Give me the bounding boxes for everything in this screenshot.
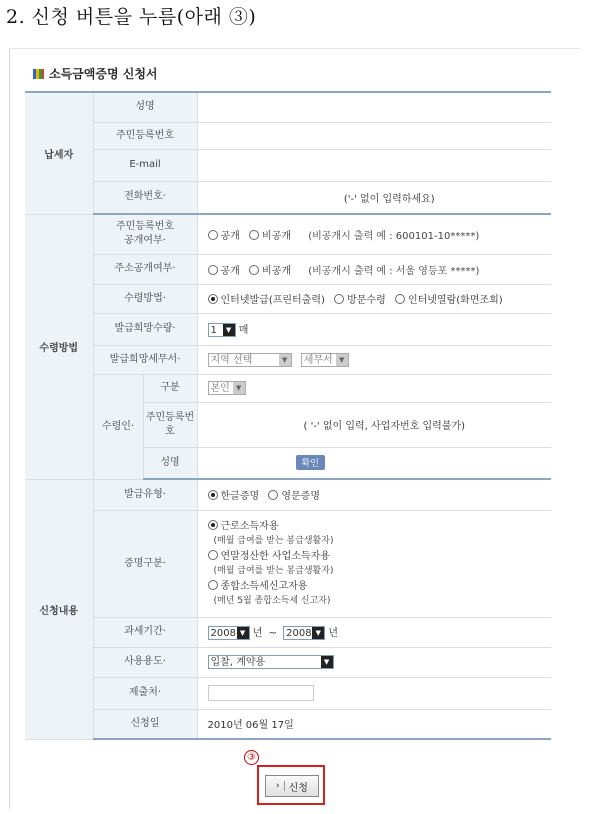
radio-icon — [208, 550, 218, 560]
addr-public-radio[interactable]: 공개 — [208, 266, 240, 277]
phone-hint: ('-' 없이 입력하세요) — [197, 181, 551, 214]
cert-business-radio[interactable]: 연말정산한 사업소득자용 — [208, 549, 552, 564]
label-tax-period: 과세기간· — [93, 617, 197, 647]
submit-to-field — [197, 677, 551, 709]
group-taxpayer: 납세자 — [25, 92, 93, 214]
cert-kind-options: 근로소득자용 (매월 급여를 받는 봉급생활자) 연말정산한 사업소득자용 (매월 급여를 받는 봉급생활자) 종합소득세신고자용 (매년 5월 종합소득세 신고자) — [197, 510, 551, 617]
receiver-rrn-hint: ( '-' 없이 입력, 사업자번호 입력불가) — [197, 402, 551, 447]
submit-to-input[interactable] — [208, 685, 314, 701]
issue-type-options — [197, 479, 551, 510]
addr-public-options: 공개 비공개 (비공개시 출력 예 : 서울 영등포 *****) — [197, 254, 551, 284]
radio-icon — [334, 294, 344, 304]
label-cert-kind: 증명구분· — [93, 510, 197, 617]
addr-nonpublic-radio[interactable]: 비공개 — [249, 266, 291, 277]
receiver-name-field — [197, 447, 551, 479]
label-rrn: 주민등록번호 — [93, 122, 197, 149]
cert-global-radio[interactable]: 종합소득세신고자용 — [208, 579, 552, 594]
value-name — [197, 92, 551, 122]
confirm-button[interactable]: 확인 — [296, 455, 325, 470]
method-view-radio[interactable]: 인터넷열람(화면조회) — [395, 295, 503, 306]
label-email: E-mail — [93, 149, 197, 181]
chevron-down-icon: ▼ — [321, 656, 333, 668]
radio-icon — [249, 230, 259, 240]
usage-select[interactable]: 입찰, 계약용 ▼ — [208, 655, 334, 669]
receiver-kind-select[interactable]: 본인 ▼ — [208, 381, 246, 395]
group-receive: 수령방법 — [25, 214, 93, 479]
quantity-field: 1 ▼ 매 — [197, 313, 551, 345]
radio-icon — [208, 230, 218, 240]
tax-office-field — [197, 345, 551, 374]
radio-icon — [395, 294, 405, 304]
tax-office-select[interactable]: 세무서 ▼ — [301, 353, 349, 367]
rrn-public-radio[interactable]: 공개 — [208, 231, 240, 242]
issue-korean-radio[interactable]: 한글증명 — [208, 491, 260, 502]
issue-english-radio[interactable]: 영문증명 — [268, 491, 320, 502]
label-usage: 사용용도· — [93, 647, 197, 677]
radio-selected-icon — [208, 520, 218, 530]
value-rrn — [197, 122, 551, 149]
radio-icon — [249, 265, 259, 275]
label-receiver-rrn: 주민등록번 호 — [143, 402, 197, 447]
chevron-right-icon: › — [276, 781, 280, 791]
radio-icon — [208, 265, 218, 275]
label-phone: 전화번호· — [93, 181, 197, 214]
receive-method-options — [197, 284, 551, 313]
label-submit-to: 제출처· — [93, 677, 197, 709]
chevron-down-icon: ▼ — [279, 354, 291, 366]
chevron-down-icon: ▼ — [233, 382, 245, 394]
label-receiver-name: 성명 — [143, 447, 197, 479]
method-internet-print-radio[interactable]: 인터넷발급(프린터출력) — [208, 295, 325, 306]
chevron-down-icon: ▼ — [312, 627, 324, 639]
label-receiver: 수령인· — [93, 374, 143, 479]
rrn-public-options: 공개 비공개 (비공개시 출력 예 : 600101-10*****) — [197, 214, 551, 254]
form-title: 소득금액증명 신청서 — [33, 65, 158, 82]
method-visit-radio[interactable]: 방문수령 — [334, 295, 386, 306]
chevron-down-icon: ▼ — [336, 354, 348, 366]
rrn-nonpublic-radio[interactable]: 비공개 — [249, 231, 291, 242]
books-icon — [33, 69, 44, 79]
tax-period-field: 2008 ▼ 년 ~ 2008 ▼ 년 — [197, 617, 551, 647]
usage-field — [197, 647, 551, 677]
step-marker: ③ — [244, 750, 259, 765]
radio-icon — [268, 490, 278, 500]
label-issue-type: 발급유형· — [93, 479, 197, 510]
label-name: 성명 — [93, 92, 197, 122]
radio-selected-icon — [208, 490, 218, 500]
group-apply: 신청내용 — [25, 479, 93, 739]
label-receive-method: 수령방법· — [93, 284, 197, 313]
apply-date-value: 2010년 06월 17일 — [197, 709, 551, 739]
quantity-select[interactable]: 1 ▼ — [208, 323, 236, 337]
chevron-down-icon: ▼ — [237, 627, 249, 639]
separator — [284, 781, 285, 791]
year-from-select[interactable]: 2008 ▼ — [208, 626, 250, 640]
radio-icon — [208, 580, 218, 590]
label-rrn-public: 주민등록번호 공개여부· — [93, 214, 197, 254]
label-apply-date: 신청일 — [93, 709, 197, 739]
chevron-down-icon: ▼ — [223, 324, 235, 336]
apply-button[interactable]: › 신청 — [265, 775, 319, 797]
instruction-heading: 2. 신청 버튼을 누름(아래 ③) — [6, 6, 257, 28]
receiver-kind-field — [197, 374, 551, 402]
label-receiver-kind: 구분 — [143, 374, 197, 402]
radio-selected-icon — [208, 294, 218, 304]
label-tax-office: 발급희망세무서· — [93, 345, 197, 374]
label-addr-public: 주소공개여부· — [93, 254, 197, 284]
value-email — [197, 149, 551, 181]
region-select[interactable]: 지역 선택 ▼ — [208, 353, 292, 367]
application-form-table — [25, 91, 551, 740]
label-quantity: 발급희망수량· — [93, 313, 197, 345]
year-to-select[interactable]: 2008 ▼ — [283, 626, 325, 640]
cert-earned-radio[interactable]: 근로소득자용 — [208, 519, 552, 534]
